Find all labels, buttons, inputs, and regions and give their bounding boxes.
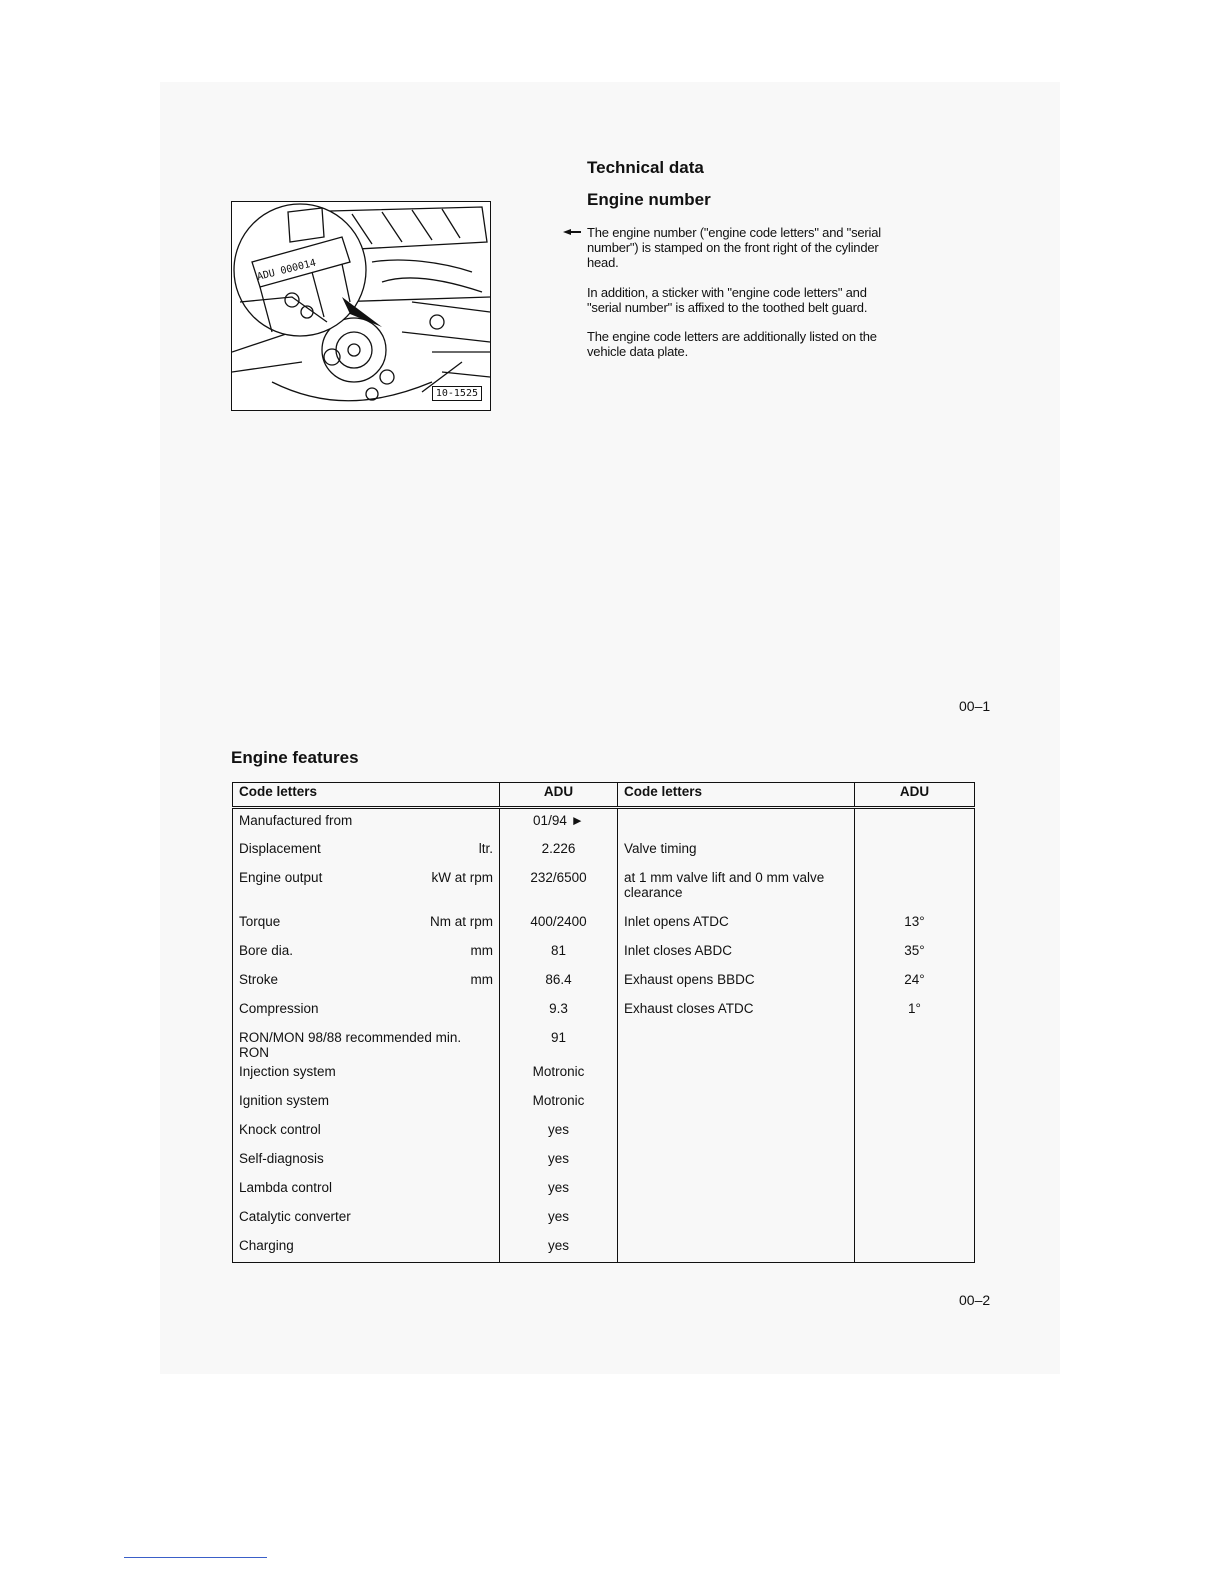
feature-value: 232/6500 [500,866,618,910]
feature-label-cell [233,1026,500,1060]
table-row [233,910,975,939]
feature-label-cell [233,1060,500,1089]
paragraph-sticker: In addition, a sticker with "engine code letters" and "serial number" is affixed to the toothed belt guard. [587,285,868,315]
timing-value [855,1026,975,1060]
table-row [233,1205,975,1234]
timing-label [618,1205,855,1234]
engine-bay-drawing [232,202,490,410]
feature-label: Bore dia. [239,942,294,958]
engine-features-table [232,782,975,1263]
table-row [233,939,975,968]
feature-label-cell [233,1176,500,1205]
timing-value: 13° [855,910,975,939]
feature-label: RON/MON 98/88 recommended min. RON [239,1029,462,1060]
table-row [233,837,975,866]
timing-value [855,1089,975,1118]
feature-label-cell [233,1147,500,1176]
feature-value: Motronic [500,1089,618,1118]
page-number-second: 00–2 [959,1292,991,1308]
feature-value: yes [500,1205,618,1234]
feature-label-cell [233,968,500,997]
timing-label [618,1176,855,1205]
table-row [233,1060,975,1089]
table-row [233,1234,975,1263]
feature-label: Stroke [239,971,279,987]
timing-label: Exhaust closes ATDC [618,997,855,1026]
header-adu-right: ADU [855,783,975,808]
feature-label-cell [233,997,500,1026]
feature-label: Compression [239,1000,319,1016]
header-adu-left: ADU [500,783,618,808]
feature-label: Knock control [239,1121,321,1137]
table-body [233,808,975,1263]
feature-label: Torque [239,913,281,929]
timing-value [855,1205,975,1234]
feature-unit: Nm at rpm [429,913,493,929]
paragraph-engine-number: The engine number ("engine code letters" and "serial number") is stamped on the front right of the cylinder head. [587,225,881,270]
feature-label: Catalytic converter [239,1208,351,1224]
timing-label [618,1089,855,1118]
timing-value [855,1060,975,1089]
feature-value: Motronic [500,1060,618,1089]
feature-label: Ignition system [239,1092,330,1108]
timing-label: at 1 mm valve lift and 0 mm valve clearance [618,866,855,910]
engine-number-illustration [231,201,491,411]
feature-value: 400/2400 [500,910,618,939]
feature-unit: mm [470,942,493,958]
feature-label-cell [233,910,500,939]
timing-value [855,1176,975,1205]
timing-label: Inlet opens ATDC [618,910,855,939]
table-row [233,1118,975,1147]
feature-label-cell [233,866,500,910]
timing-value: 1° [855,997,975,1026]
feature-label-cell [233,808,500,837]
feature-label: Engine output [239,869,323,885]
section-title: Technical data [587,158,704,177]
feature-label: Displacement [239,840,321,856]
timing-value [855,837,975,866]
feature-unit: kW at rpm [431,869,493,885]
feature-value: yes [500,1234,618,1263]
feature-value: 86.4 [500,968,618,997]
feature-label: Lambda control [239,1179,333,1195]
feature-label: Charging [239,1237,294,1253]
table-row [233,997,975,1026]
feature-value: 81 [500,939,618,968]
features-title: Engine features [231,748,359,767]
section-subtitle: Engine number [587,190,711,209]
timing-value [855,1147,975,1176]
timing-value [855,866,975,910]
paragraph-data-plate: The engine code letters are additionally listed on the vehicle data plate. [587,329,877,359]
feature-value: 9.3 [500,997,618,1026]
timing-label [618,1147,855,1176]
feature-label-cell [233,1205,500,1234]
table-row [233,1089,975,1118]
timing-value: 35° [855,939,975,968]
table-row [233,1176,975,1205]
table-header-row [233,783,975,808]
header-code-letters-right: Code letters [618,783,855,808]
page-number-first: 00–1 [959,698,991,714]
feature-label-cell [233,837,500,866]
timing-label: Valve timing [618,837,855,866]
feature-unit: ltr. [478,840,493,856]
timing-label [618,1026,855,1060]
table-row [233,808,975,837]
timing-value [855,1234,975,1263]
table-row [233,968,975,997]
feature-value: 01/94 ► [500,808,618,837]
feature-label-cell [233,1234,500,1263]
timing-value [855,1118,975,1147]
feature-value: 2.226 [500,837,618,866]
footnote-rule [124,1557,267,1558]
feature-value: yes [500,1147,618,1176]
feature-label-cell [233,939,500,968]
feature-label: Self-diagnosis [239,1150,324,1166]
timing-label: Inlet closes ABDC [618,939,855,968]
table-row [233,1026,975,1060]
timing-label [618,1118,855,1147]
timing-value [855,808,975,837]
timing-label [618,1060,855,1089]
feature-unit: mm [470,971,493,987]
feature-value: yes [500,1176,618,1205]
stamp-text: ADU 000014 [256,257,318,283]
timing-label [618,808,855,837]
header-code-letters-left: Code letters [233,783,500,808]
feature-value: 91 [500,1026,618,1060]
feature-label: Manufactured from [239,813,353,828]
timing-value: 24° [855,968,975,997]
figure-number: 10-1525 [432,386,482,401]
feature-label-cell [233,1118,500,1147]
timing-label: Exhaust opens BBDC [618,968,855,997]
arrow-left-icon [563,229,581,235]
feature-value: yes [500,1118,618,1147]
feature-label-cell [233,1089,500,1118]
table-row [233,866,975,910]
feature-label: Injection system [239,1063,336,1079]
table-row [233,1147,975,1176]
timing-label [618,1234,855,1263]
